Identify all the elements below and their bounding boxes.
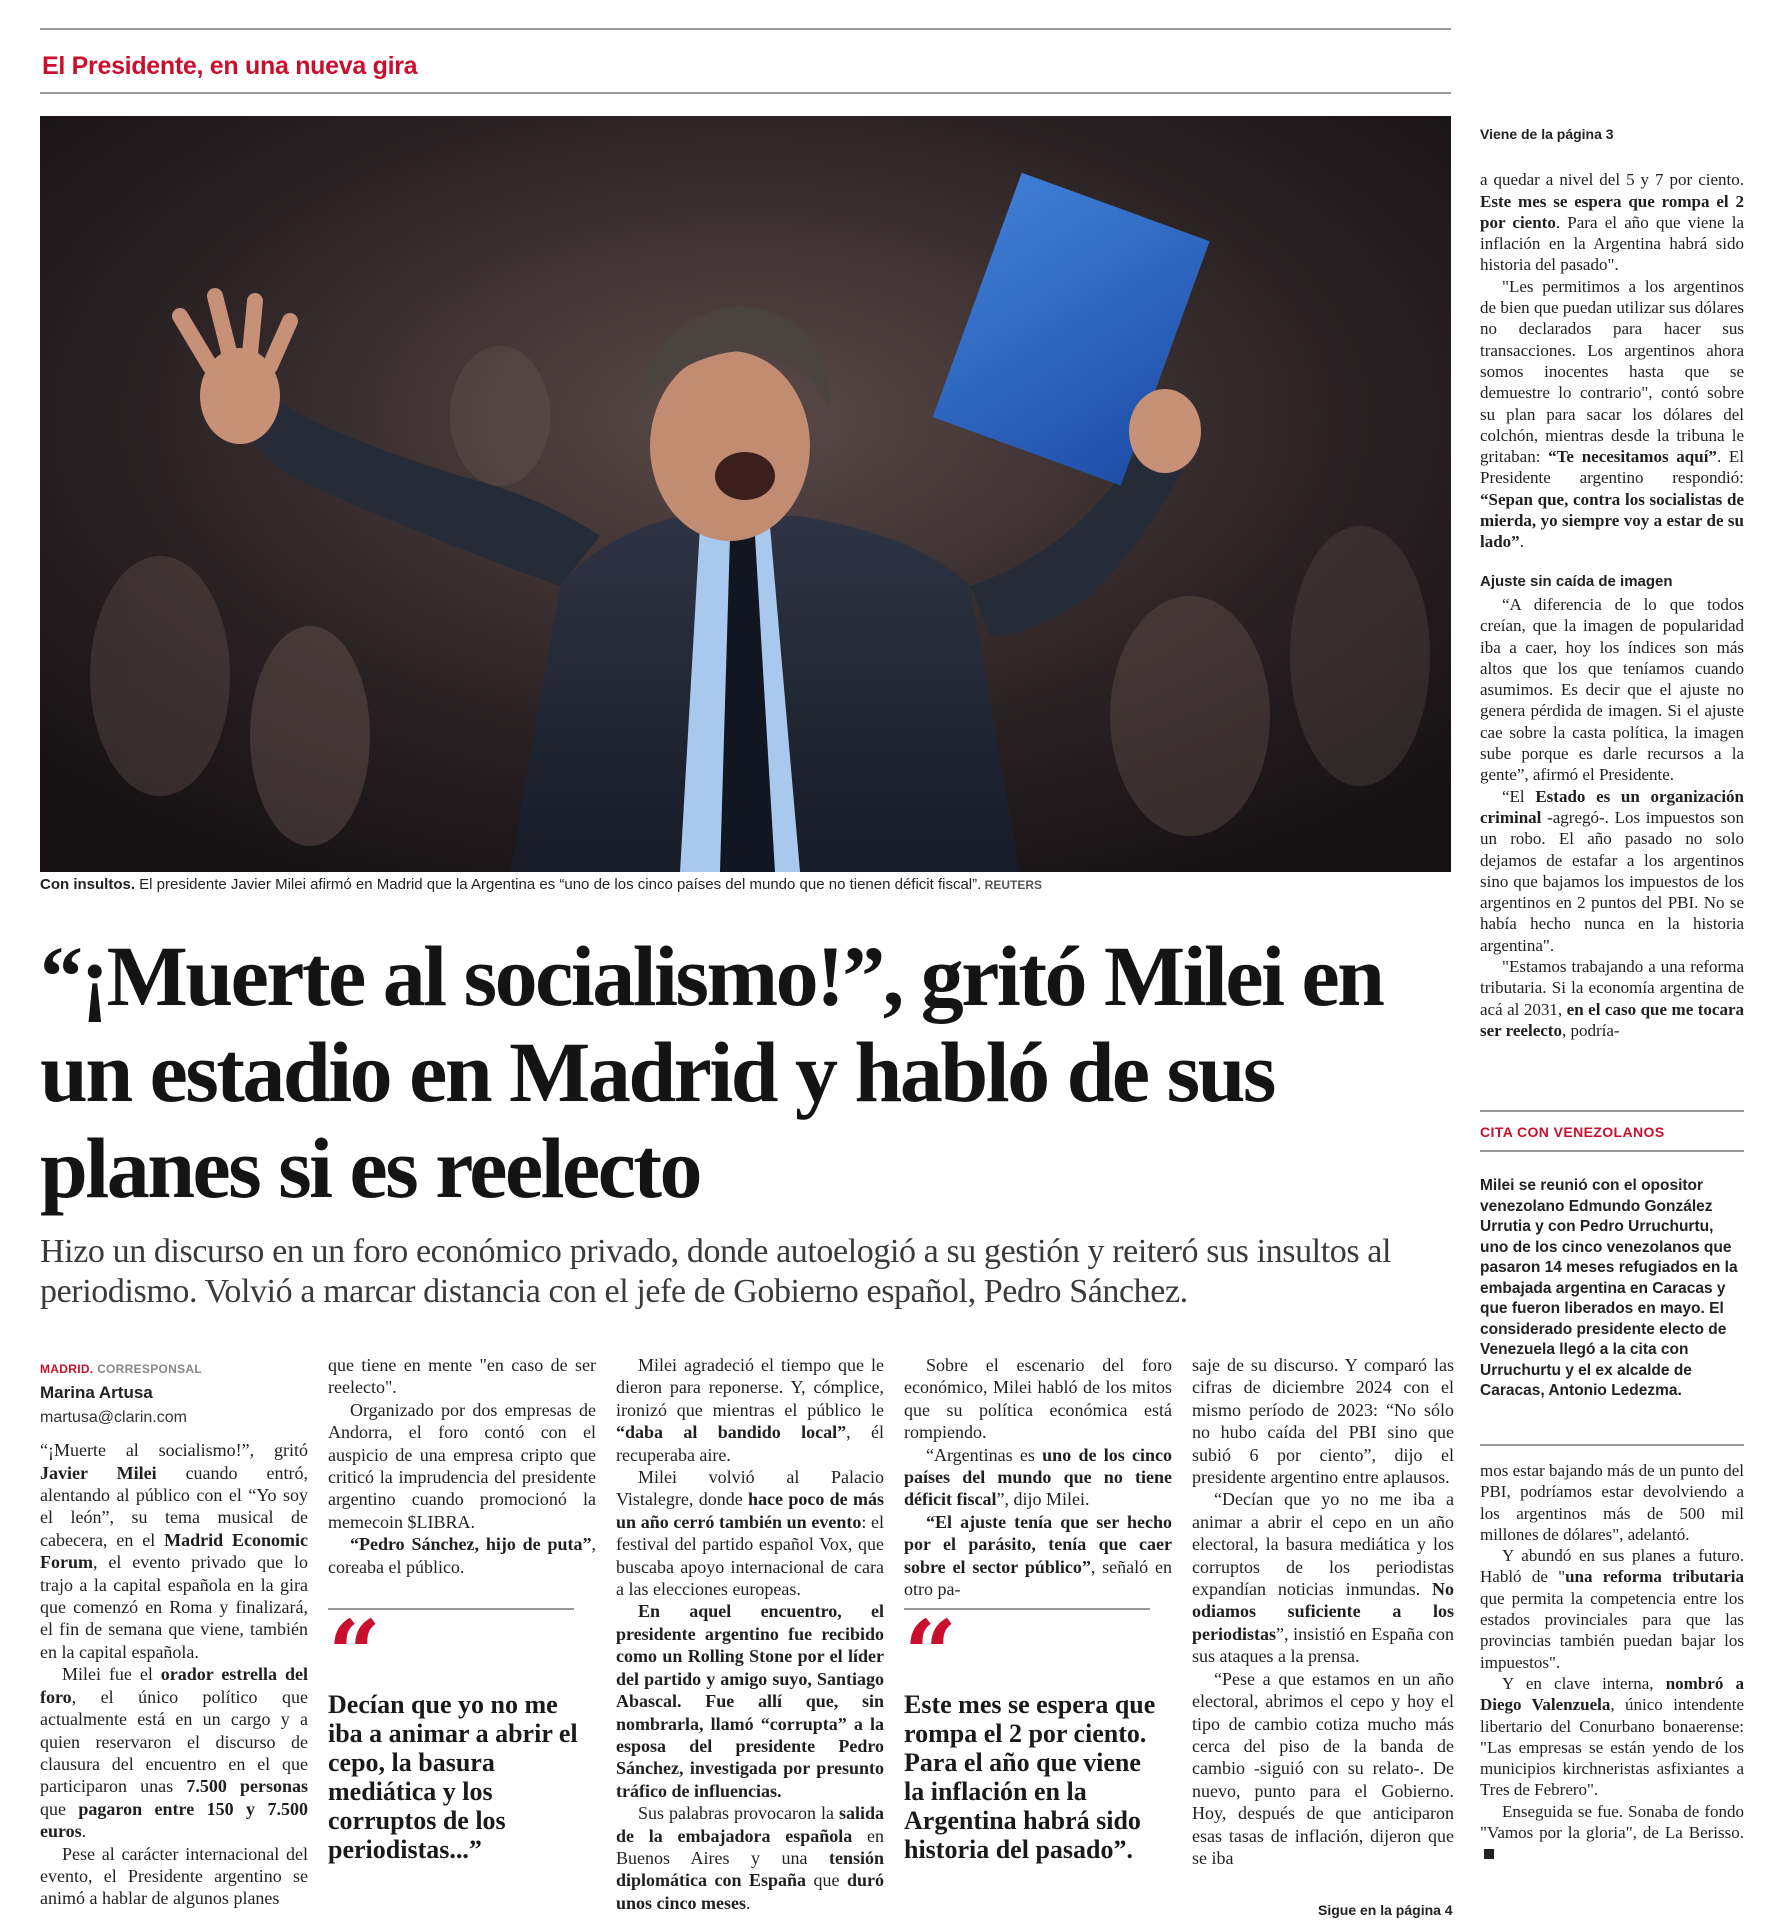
- photo-illustration: [40, 116, 1451, 872]
- photo-credit: REUTERS: [981, 878, 1042, 892]
- box-text: Milei se reunió con el opositor venezolano Edmundo González Urrutia y con Pedro Urruchurtu, uno de los cinco venezolanos que pasaron 14 meses refugiados en la embajada argentina en Caracas y que fueron liberados en mayo. El considerado presidente electo de Venezuela llegó a la cita con Urruchurtu y el ex alcalde de Caracas, Antonio Ledezma.: [1480, 1177, 1738, 1399]
- article-column-3: Milei agradeció el tiempo que le dieron para reponerse. Y, cómplice, ironizó que mientras el público le “daba al bandido local”, él recuperaba aire. Milei volvió al Palacio Vistalegre, donde hace poco de más un año cerró también un evento: el festival del partido español Vox, que buscaba apoyo internacional de cara a las elecciones europeas. En aquel encuentro, el presidente argentino fue recibido como un Rolling Stone por el líder del partido y amigo suyo, Santiago Abascal. Fue allí que, sin nombrarla, llamó “corrupta” a la esposa del presidente Pedro Sánchez, investigada por presunto tráfico de influencias. Sus palabras provocaron la salida de la embajadora española en Buenos Aires y una tensión diplomática con España que duró unos cinco meses.: [616, 1355, 884, 1913]
- article-column-2: que tiene en mente "en caso de ser reelecto". Organizado por dos empresas de Andorra, el foro contó con el auspicio de una empresa cripto que criticó la imprudencia del presidente argentino cuando promocionó la memecoin $LIBRA. “Pedro Sánchez, hijo de puta”, coreaba el público.: [328, 1355, 596, 1577]
- dek: Hizo un discurso en un foro económico privado, donde autoelogió a su gestión y reiteró sus insultos al periodismo. Volvió a marcar distancia con el jefe de Gobierno español, Pedro Sánchez.: [40, 1233, 1392, 1310]
- caption-lead: Con insultos.: [40, 876, 135, 893]
- quote-mark-icon: “: [328, 1600, 381, 1708]
- byline-place: MADRID. CORRESPONSAL: [40, 1362, 203, 1376]
- sidebar-column-bottom: mos estar bajando más de un punto del PBI, podríamos estar devolviendo a los argentinos más de 500 mil millones de dólares", adelantó. Y abundó en sus planes a futuro. Habló de "una reforma tributaria que permita la competencia entre los estados provinciales para que las provincias también puedan bajar los impuestos". Y en clave interna, nombró a Diego Valenzuela, único intendente libertario del Conurbano bonaerense: "Las empresas se están yendo de los municipios kirchneristas asfixiantes a Tres de Febrero". Enseguida se fue. Sonaba de fondo "Vamos por la gloria", de La Berisso.: [1480, 1460, 1744, 1865]
- pull-quote-1: [328, 1600, 590, 1864]
- box-rule-bottom: [1480, 1444, 1744, 1446]
- pull-quote-text: Este mes se espera que rompa el 2 por ciento. Para el año que viene la inflación en la Argentina habrá sido historia del pasado”.: [904, 1690, 1156, 1864]
- photo-caption: [40, 876, 1451, 893]
- quote-mark-icon: “: [904, 1600, 957, 1708]
- pull-quote-text: Decían que yo no me iba a animar a abrir el cepo, la basura mediática y los corruptos de los periodistas...”: [328, 1690, 578, 1864]
- section-rule: [40, 92, 1451, 94]
- box-rule-mid: [1480, 1150, 1744, 1152]
- end-mark-icon: [1484, 1849, 1494, 1859]
- headline: “¡Muerte al socialismo!”, gritó Milei en un estadio en Madrid y habló de sus planes si es reelecto: [40, 928, 1383, 1216]
- article-column-4: Sobre el escenario del foro económico, Milei habló de los mitos que su política económica está rompiendo. “Argentinas es uno de los cinco países del mundo que no tiene déficit fiscal”, dijo Milei. “El ajuste tenía que ser hecho por el parásito, tenía que caer sobre el sector público”, señaló en otro pa-: [904, 1355, 1172, 1600]
- sidebar-column-top: Viene de la página 3 a quedar a nivel del 5 y 7 por ciento. Este mes se espera que rompa el 2 por ciento. Para el año que viene la inflación en la Argentina habrá sido historia del pasado". "Les permitimos a los argentinos de bien que puedan utilizar sus dólares no declarados para hacer sus transacciones. Los argentinos ahora somos inocentes hasta que se demuestre lo contrario", contó sobre su plan para sacar los dólares del colchón, mientras desde la tribuna le gritaban: “Te necesitamos aquí”. El Presidente argentino respondió: “Sepan que, contra los socialistas de mierda, yo siempre voy a estar de su lado”. Ajuste sin caída de imagen “A diferencia de lo que todos creían, que la imagen de popularidad iba a caer, hoy los índices son más altos que los que teníamos cuando asumimos. Es decir que el ajuste no genera pérdida de imagen. Si el ajuste cae sobre la casta política, la imagen sube porque es darle recursos a la gente”, afirmó el Presidente. “El Estado es un organización criminal -agregó-. Los impuestos son un robo. El año pasado no solo dejamos de estafar a los argentinos sino que bajamos los impuestos de los argentinos en 2 puntos del PBI. No se había hecho nunca en la historia argentina". "Estamos trabajando a una reforma tributaria. Si la economía argentina de acá al 2031, en el caso que me tocara ser reelecto, podría-: [1480, 126, 1745, 1040]
- section-label: El Presidente, en una nueva gira: [42, 52, 418, 80]
- jump-from-label: Viene de la página 3: [1480, 126, 1614, 142]
- article-column-5: saje de su discurso. Y comparó las cifras de diciembre 2024 con el mismo período de 2023: “No sólo no hubo caída del PBI sino que subió 6 por ciento”, dijo el presidente argentino entre aplausos. “Decían que yo no me iba a animar a abrir el cepo en un año electoral, la basura mediática y los corruptos de los periodistas expandían noticias inmundas. No odiamos suficiente a los periodistas”, insistió en España con sus ataques a la prensa. “Pese a que estamos en un año electoral, abrimos el cepo y hoy el tipo de cambio cotiza mucho más cerca del piso de la banda de cambio -siguió con su relato-. De nuevo, punto para el Gobierno. Hoy, después de que anticiparon esas tasas de inflación, dijeron que se iba: [1192, 1355, 1454, 1868]
- caption-text: El presidente Javier Milei afirmó en Madrid que la Argentina es “uno de los cinco países del mundo que no tienen déficit fiscal”.: [135, 876, 982, 893]
- box-rule-top: [1480, 1110, 1744, 1112]
- subhead: Ajuste sin caída de imagen: [1480, 572, 1673, 590]
- jump-to-label: Sigue en la página 4: [1318, 1902, 1453, 1918]
- byline-name: Marina Artusa: [40, 1383, 153, 1403]
- pull-quote-2: [904, 1600, 1166, 1864]
- box-title: CITA CON VENEZOLANOS: [1480, 1124, 1665, 1140]
- byline-email[interactable]: martusa@clarin.com: [40, 1408, 187, 1426]
- main-photo: [40, 116, 1451, 872]
- top-rule: [40, 28, 1451, 30]
- article-column-1: MADRID. CORRESPONSAL Marina Artusa martusa@clarin.com “¡Muerte al socialismo!”, gritó Javier Milei cuando entró, alentando al público con el “Yo soy el león”, su tema musical de cabecera, en el Madrid Economic Forum, el evento privado que lo trajo a la capital española en la gira que comenzó en Roma y finalizará, el fin de semana que viene, también en la capital española. Milei fue el orador estrella del foro, el único político que actualmente está en un cargo y a quien reservaron el discurso de clausura del encuentro en el que participaron unas 7.500 personas que pagaron entre 150 y 7.500 euros. Pese al carácter internacional del evento, el Presidente argentino se animó a hablar de algunos planes: [40, 1358, 308, 1910]
